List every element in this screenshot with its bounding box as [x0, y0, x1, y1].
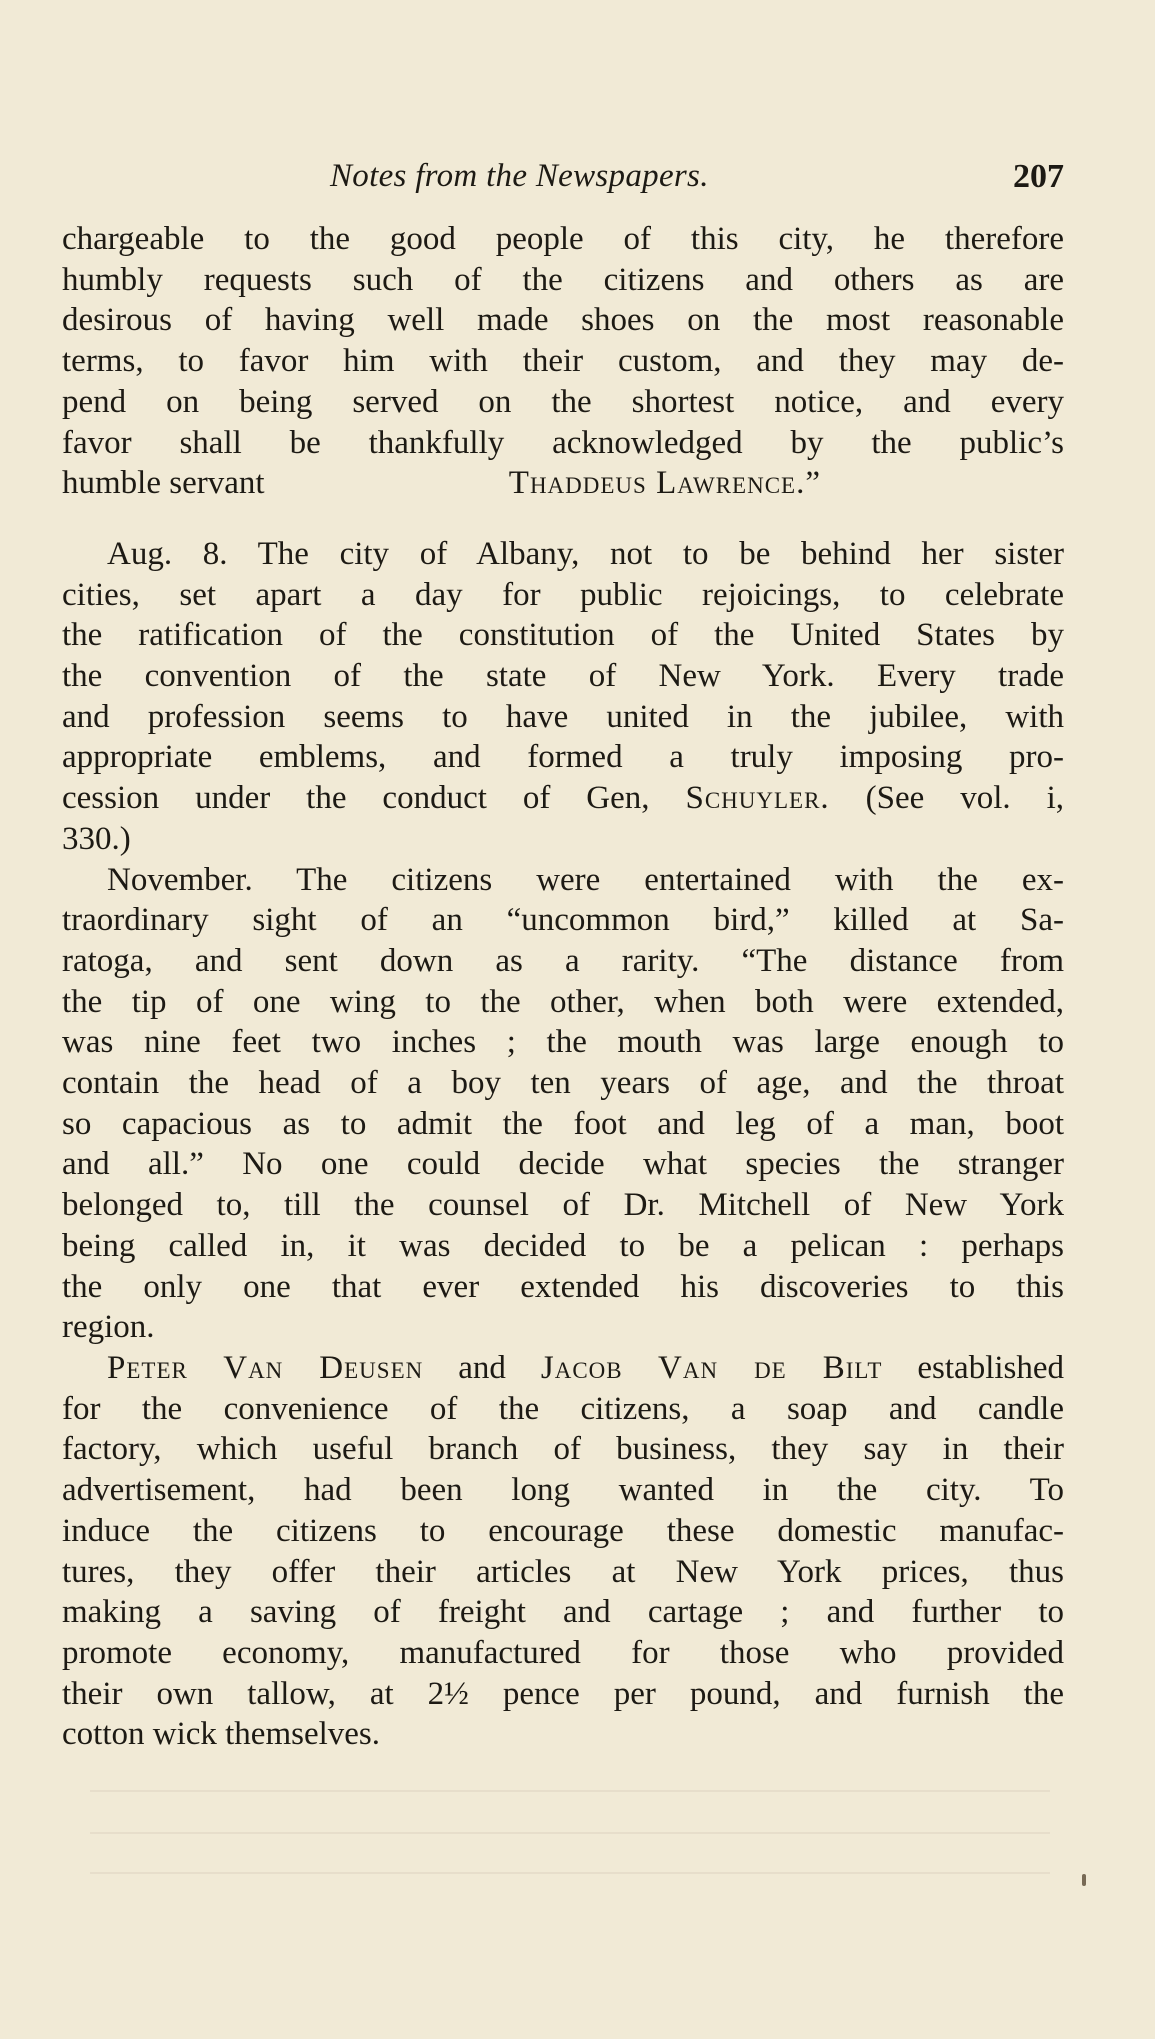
text-line: belonged to, till the counsel of Dr. Mitchell of New York — [62, 1187, 1064, 1224]
text-line: induce the citizens to encourage these domestic manufac- — [62, 1512, 1064, 1549]
text-line: terms, to favor him with their custom, and they may de- — [62, 343, 1064, 380]
text-line: chargeable to the good people of this city, he therefore — [62, 221, 1064, 257]
show-through-line — [90, 1790, 1050, 1792]
text-line: so capacious as to admit the foot and leg of a man, boot — [62, 1105, 1064, 1142]
text-line: the tip of one wing to the other, when both were extended, — [62, 983, 1064, 1020]
text-line: promote economy, manufactured for those who provided — [62, 1634, 1064, 1671]
text-line: their own tallow, at 2½ pence per pound, and furnish the — [62, 1675, 1064, 1712]
text-line: pend on being served on the shortest notice, and every — [62, 383, 1064, 420]
paragraph-gap — [62, 504, 1064, 534]
signature-line — [62, 463, 1064, 504]
text-line: contain the head of a boy ten years of age, and the throat — [62, 1065, 1064, 1102]
paragraph-soap-factory — [62, 1348, 1064, 1755]
text-line: the ratification of the constitution of the United States by — [62, 617, 1064, 654]
show-through-line — [90, 1872, 1050, 1874]
text-line: and all.” No one could decide what species the stranger — [62, 1146, 1064, 1183]
text-line: making a saving of freight and cartage ; and further to — [62, 1594, 1064, 1631]
text-line: cities, set apart a day for public rejoicings, to celebrate — [62, 576, 1064, 613]
page-body — [62, 219, 1064, 1755]
page-number: 207 — [1013, 158, 1064, 195]
running-head — [300, 158, 1064, 206]
text-line: for the convenience of the citizens, a soap and candle — [62, 1390, 1064, 1427]
text-line: and profession seems to have united in the jubilee, with — [62, 698, 1064, 735]
text-fragment: established — [917, 1349, 1065, 1386]
person-name: Peter Van Deusen — [107, 1349, 424, 1386]
text-line: being called in, it was decided to be a pelican : perhaps — [62, 1227, 1064, 1264]
text-fragment: cession under the conduct of Gen, — [62, 780, 650, 817]
text-line: cotton wick themselves. — [62, 1716, 381, 1753]
text-line: desirous of having well made shoes on the most reasonable — [62, 302, 1064, 339]
text-line — [62, 1348, 1064, 1389]
person-name: Schuyler. — [685, 780, 830, 817]
text-line: traordinary sight of an “uncommon bird,” killed at Sa- — [62, 902, 1064, 939]
text-line: appropriate emblems, and formed a truly imposing pro- — [62, 739, 1064, 776]
text-line: Aug. 8. The city of Albany, not to be behind her sister — [107, 535, 1064, 572]
show-through-line — [90, 1832, 1050, 1834]
closing-text: humble servant — [62, 465, 265, 502]
text-line: humbly requests such of the citizens and others as are — [62, 261, 1064, 298]
running-title: Notes from the Newspapers. — [330, 158, 709, 194]
text-line: November. The citizens were entertained with the ex- — [107, 861, 1064, 898]
paragraph-shoemaker-advertisement — [62, 219, 1064, 504]
text-line: advertisement, had been long wanted in the city. To — [62, 1472, 1064, 1509]
text-line: favor shall be thankfully acknowledged by the public’s — [62, 424, 1064, 461]
text-line: 330.) — [62, 820, 131, 857]
text-line: tures, they offer their articles at New York prices, thus — [62, 1553, 1064, 1590]
text-line — [62, 778, 1064, 819]
text-line: factory, which useful branch of business, they say in their — [62, 1431, 1064, 1468]
text-fragment: (See vol. i, — [865, 780, 1065, 817]
text-fragment: and — [458, 1349, 506, 1386]
paragraph-albany-celebration — [62, 534, 1064, 860]
ink-speck — [1082, 1874, 1086, 1886]
signature-name: Thaddeus Lawrence.” — [508, 465, 822, 502]
text-line: the only one that ever extended his discoveries to this — [62, 1268, 1064, 1305]
text-line: region. — [62, 1309, 155, 1346]
text-line: was nine feet two inches ; the mouth was large enough to — [62, 1024, 1064, 1061]
person-name: Jacob Van de Bilt — [540, 1349, 883, 1386]
paragraph-pelican — [62, 860, 1064, 1348]
text-line: ratoga, and sent down as a rarity. “The distance from — [62, 942, 1064, 979]
text-line: the convention of the state of New York. Every trade — [62, 658, 1064, 695]
